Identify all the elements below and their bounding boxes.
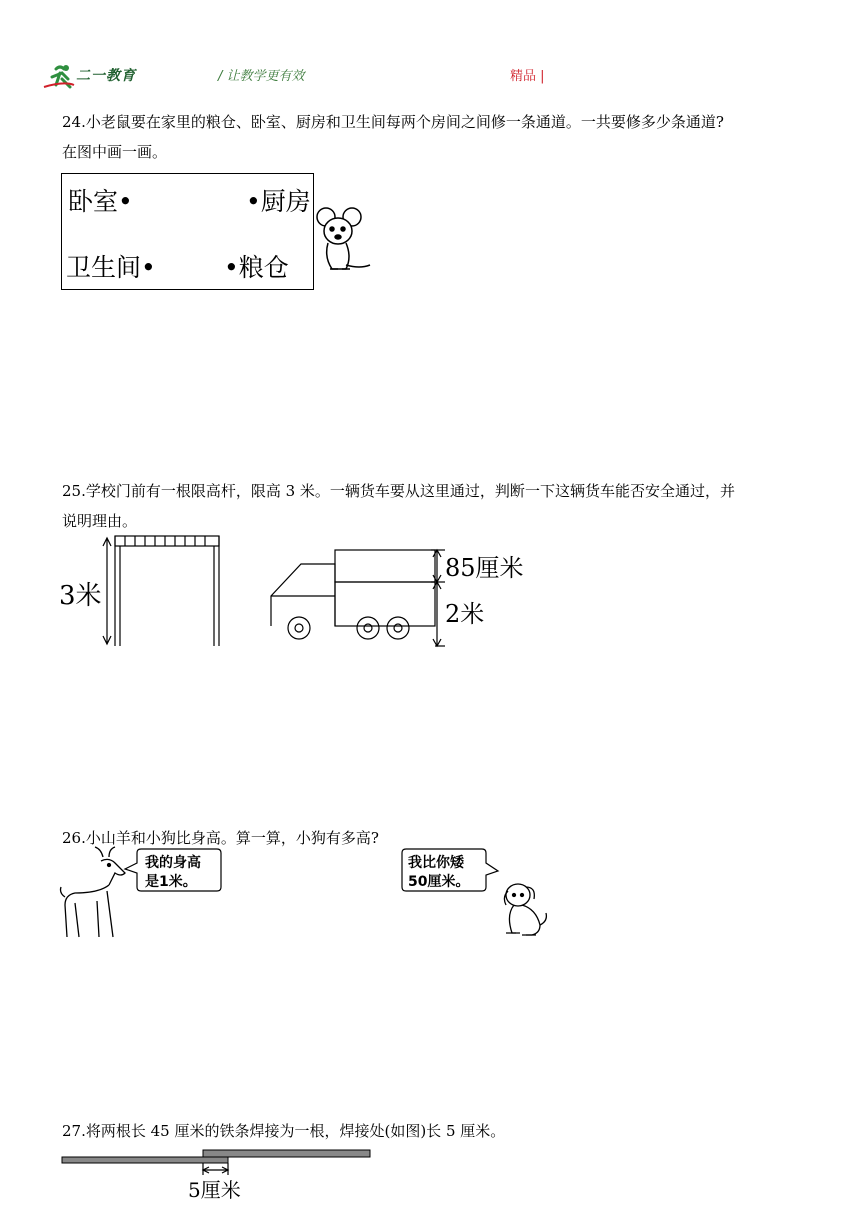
question-25-line1: 25.学校门前有一根限高杆，限高 3 米。一辆货车要从这里通过，判断一下这辆货车能否安全通过，并	[62, 482, 735, 500]
header-slogan: / 让教学更有效	[218, 69, 305, 84]
dog-speech-line2: 50厘米。	[408, 874, 470, 890]
height-limit-figure	[55, 530, 555, 650]
logo-text: 二一教育	[76, 68, 136, 84]
question-25-line2: 说明理由。	[62, 512, 138, 530]
height-limit-gate	[103, 536, 219, 646]
dog-icon	[504, 884, 546, 935]
room-bedroom: 卧室•	[68, 187, 133, 216]
question-25	[62, 476, 842, 536]
cargo-height-label: 85厘米	[445, 554, 524, 582]
question-26-line1: 26.小山羊和小狗比身高。算一算，小狗有多高?	[62, 829, 379, 847]
mouse-icon	[312, 205, 374, 277]
question-24-line1: 24.小老鼠要在家里的粮仓、卧室、厨房和卫生间每两个房间之间修一条通道。一共要修多少条通道?	[62, 113, 724, 131]
goat-speech-line2: 是1米。	[145, 874, 197, 890]
iron-bar-left	[62, 1157, 228, 1163]
question-24-line2: 在图中画一画。	[62, 143, 168, 161]
header-quality-label: 精品 |	[510, 69, 545, 84]
question-27-line1: 27.将两根长 45 厘米的铁条焊接为一根，焊接处(如图)长 5 厘米。	[62, 1122, 506, 1140]
page-header	[0, 55, 860, 95]
body-height-label: 2米	[445, 600, 485, 628]
question-24	[62, 107, 842, 167]
goat-speech-line1: 我的身高	[145, 855, 201, 871]
truck	[271, 550, 445, 646]
goat-figure	[55, 845, 230, 945]
question-27	[62, 1116, 842, 1146]
weld-length-label: 5厘米	[188, 1178, 241, 1202]
goat-icon	[61, 847, 126, 937]
dog-figure	[400, 845, 560, 945]
room-bathroom: 卫生间•	[66, 253, 156, 282]
gate-height-label: 3米	[59, 581, 102, 611]
dog-speech-line1: 我比你矮	[408, 855, 464, 871]
weld-dimension	[203, 1163, 228, 1175]
room-granary: •粮仓	[224, 253, 289, 282]
weld-figure	[60, 1145, 380, 1205]
room-map	[61, 173, 314, 290]
room-kitchen: •厨房	[246, 187, 311, 216]
iron-bar-right	[203, 1150, 370, 1157]
